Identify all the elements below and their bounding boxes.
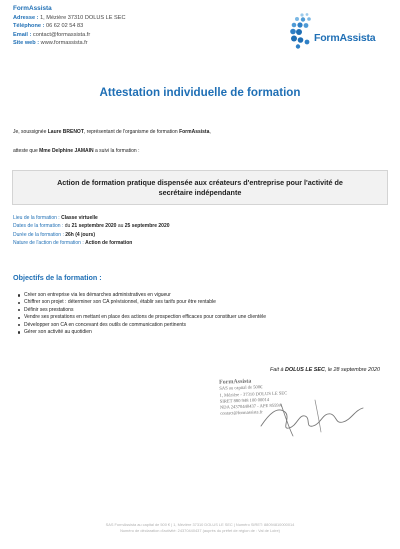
nature-label: Nature de l'action de formation : [13, 240, 84, 247]
signoff-line [270, 367, 380, 373]
place-label: Lieu de la formation : [13, 215, 60, 221]
action-title: Action de formation pratique dispensée aux créateurs d'entreprise pour l'activité de secrétaire indépendante [57, 177, 343, 197]
objective-item: Gérer son activité au quotidien [18, 329, 266, 336]
representative-firstname: Laure [47, 129, 62, 135]
intro-paragraph [13, 129, 211, 135]
organisation-name: FormAssista [179, 129, 210, 135]
objective-item: Chiffrer son projet : déterminer son CA prévisionnel, établir ses tarifs pour être rentable [18, 299, 266, 306]
phone-label: Téléphone : [13, 23, 45, 30]
email-label: Email : [13, 31, 32, 38]
dates-label: Dates de la formation : [13, 223, 64, 230]
logo-wordmark: FormAssista [314, 32, 376, 44]
intro-suffix: , [209, 129, 211, 135]
document-title: Attestation individuelle de formation [99, 86, 301, 99]
representative-lastname: BRENOT [62, 129, 84, 135]
trainee-civility: Mme [39, 148, 51, 154]
duration-label: Durée de la formation : [13, 231, 64, 238]
company-logo [288, 12, 384, 52]
objective-item: Développer son CA en concevant des outils de communication pertinents [18, 322, 266, 329]
dates-to: 25 septembre 2020 [124, 223, 170, 230]
company-contact-block [13, 5, 126, 48]
signoff-prefix: Fait à [270, 367, 284, 373]
page-footer [0, 522, 400, 534]
signoff-date: 28 septembre 2020 [333, 367, 380, 373]
objectives-list [18, 292, 266, 336]
place-value: Classe virtuelle [61, 215, 98, 221]
stamp-line: SAS au capital de 500€ [219, 384, 263, 392]
attest-prefix: atteste que [13, 148, 38, 154]
handwritten-signature [255, 392, 375, 442]
place-row [13, 214, 170, 222]
phone-line [13, 22, 126, 31]
signoff-middle: , le [324, 367, 333, 373]
company-name: FormAssista [13, 5, 52, 12]
website-value[interactable]: www.formassista.fr [40, 40, 88, 47]
address-line [13, 14, 126, 23]
dates-row [13, 222, 170, 230]
duration-value: 26h (4 jours) [65, 231, 95, 238]
duration-row [13, 231, 170, 239]
dates-from-prefix: du [64, 223, 71, 230]
address-value: 1, Mézière 37310 DOLUS LE SEC [40, 14, 126, 21]
objective-item: Créer son entreprise via les démarches administratives en vigueur [18, 292, 266, 299]
dates-to-prefix: au [117, 223, 124, 230]
intro-prefix: Je, soussignée [13, 129, 47, 135]
objective-item: Vendre ses prestations en mettant en place des actions de prospection efficaces pour constituer une clientèle [18, 314, 266, 321]
objective-item: Définir ses prestations [18, 307, 266, 314]
stamp-line: SIRET 880 948 100 00014 [219, 396, 270, 404]
trainee-name: Delphine JAMAIN [51, 148, 94, 154]
attest-suffix: a suivi la formation : [95, 148, 140, 154]
signoff-place: DOLUS LE SEC [285, 367, 325, 373]
email-value[interactable]: contact@formassista.fr [32, 31, 91, 38]
intro-middle: , représentant de l'organisme de formation [83, 129, 178, 135]
stamp-line: NDA 24370440437 - APE 8559A [219, 402, 283, 410]
training-details [13, 214, 170, 248]
website-label: Site web : [13, 40, 40, 47]
email-line [13, 31, 126, 40]
phone-value: 06 62 02 54 83 [45, 23, 84, 30]
action-title-box [12, 170, 388, 205]
address-label: Adresse : [13, 14, 39, 21]
stamp-line: 1, Mézière - 37310 DOLUS LE SEC [219, 389, 288, 398]
stamp-line: contact@formassista.fr [220, 409, 263, 417]
nature-value: Action de formation [85, 240, 133, 247]
objectives-title: Objectifs de la formation : [13, 273, 102, 282]
stamp-company-name: FormAssista [218, 378, 252, 386]
dates-from: 21 septembre 2020 [71, 223, 117, 230]
footer-line: SAS FormAssista au capital de 500 € | 1, Mézière 37310 DOLUS LE SEC | Numéro SIRET: 88094810000014 [105, 522, 295, 527]
attest-paragraph [13, 148, 139, 154]
nature-row [13, 239, 170, 247]
footer-line: Numéro de déclaration d'activité: 24370440437 (auprès du préfet de région de : Val de Loire) [120, 528, 280, 533]
website-line [13, 39, 126, 48]
